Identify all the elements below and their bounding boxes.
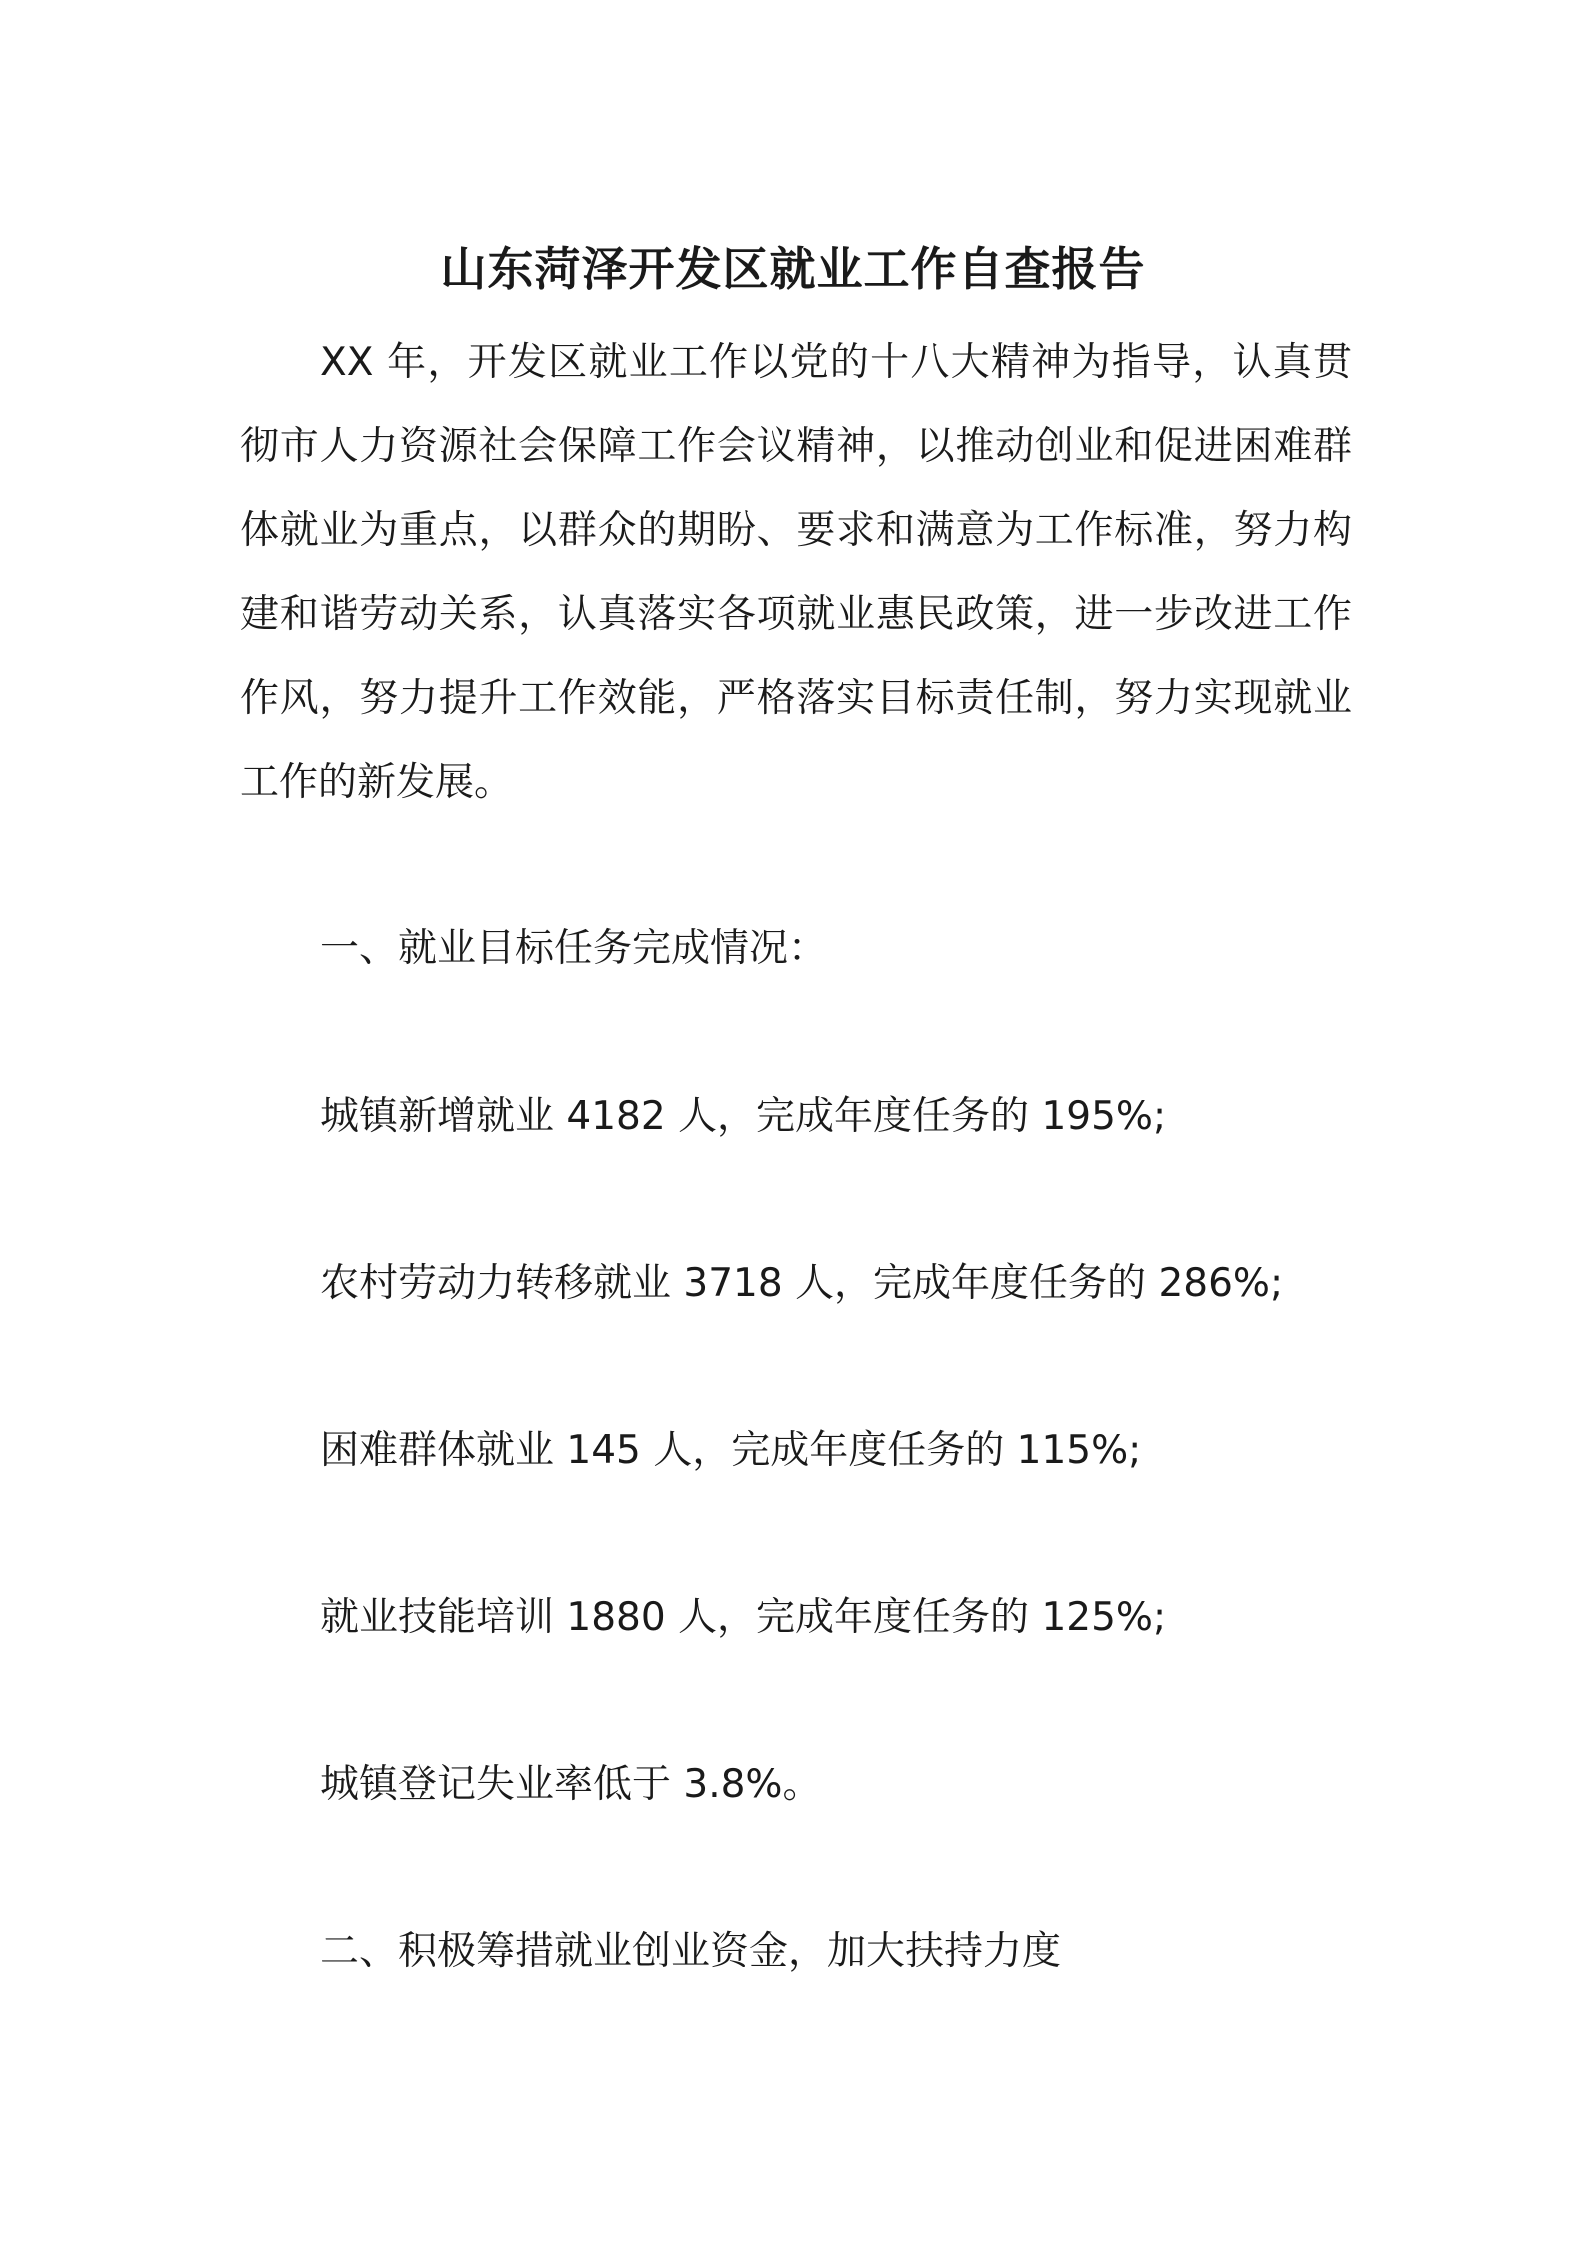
stat-line-unemployment-rate: 城镇登记失业率低于 3.8%。 (320, 1762, 822, 1807)
section-heading-1: 一、就业目标任务完成情况： (320, 926, 828, 971)
stat-line-urban-employment: 城镇新增就业 4182 人，完成年度任务的 195%; (320, 1094, 1167, 1139)
section-heading-2: 二、积极筹措就业创业资金，加大扶持力度 (320, 1929, 1062, 1974)
stat-line-skills-training: 就业技能培训 1880 人，完成年度任务的 125%; (320, 1595, 1167, 1640)
intro-paragraph: XX 年，开发区就业工作以党的十八大精神为指导，认真贯彻市人力资源社会保障工作会议精神，以推动创业和促进困难群体就业为重点，以群众的期盼、要求和满意为工作标准，努力构建和谐劳动关系，认真落实各项就业惠民政策，进一步改进工作作风，努力提升工作效能，严格落实目标责任制，努力实现就业工作的新发展。 (240, 340, 1352, 805)
stat-line-difficult-groups: 困难群体就业 145 人，完成年度任务的 115%; (320, 1428, 1142, 1473)
stat-line-rural-labor-transfer: 农村劳动力转移就业 3718 人，完成年度任务的 286%; (320, 1261, 1284, 1306)
document-title: 山东菏泽开发区就业工作自查报告 (440, 241, 1146, 296)
